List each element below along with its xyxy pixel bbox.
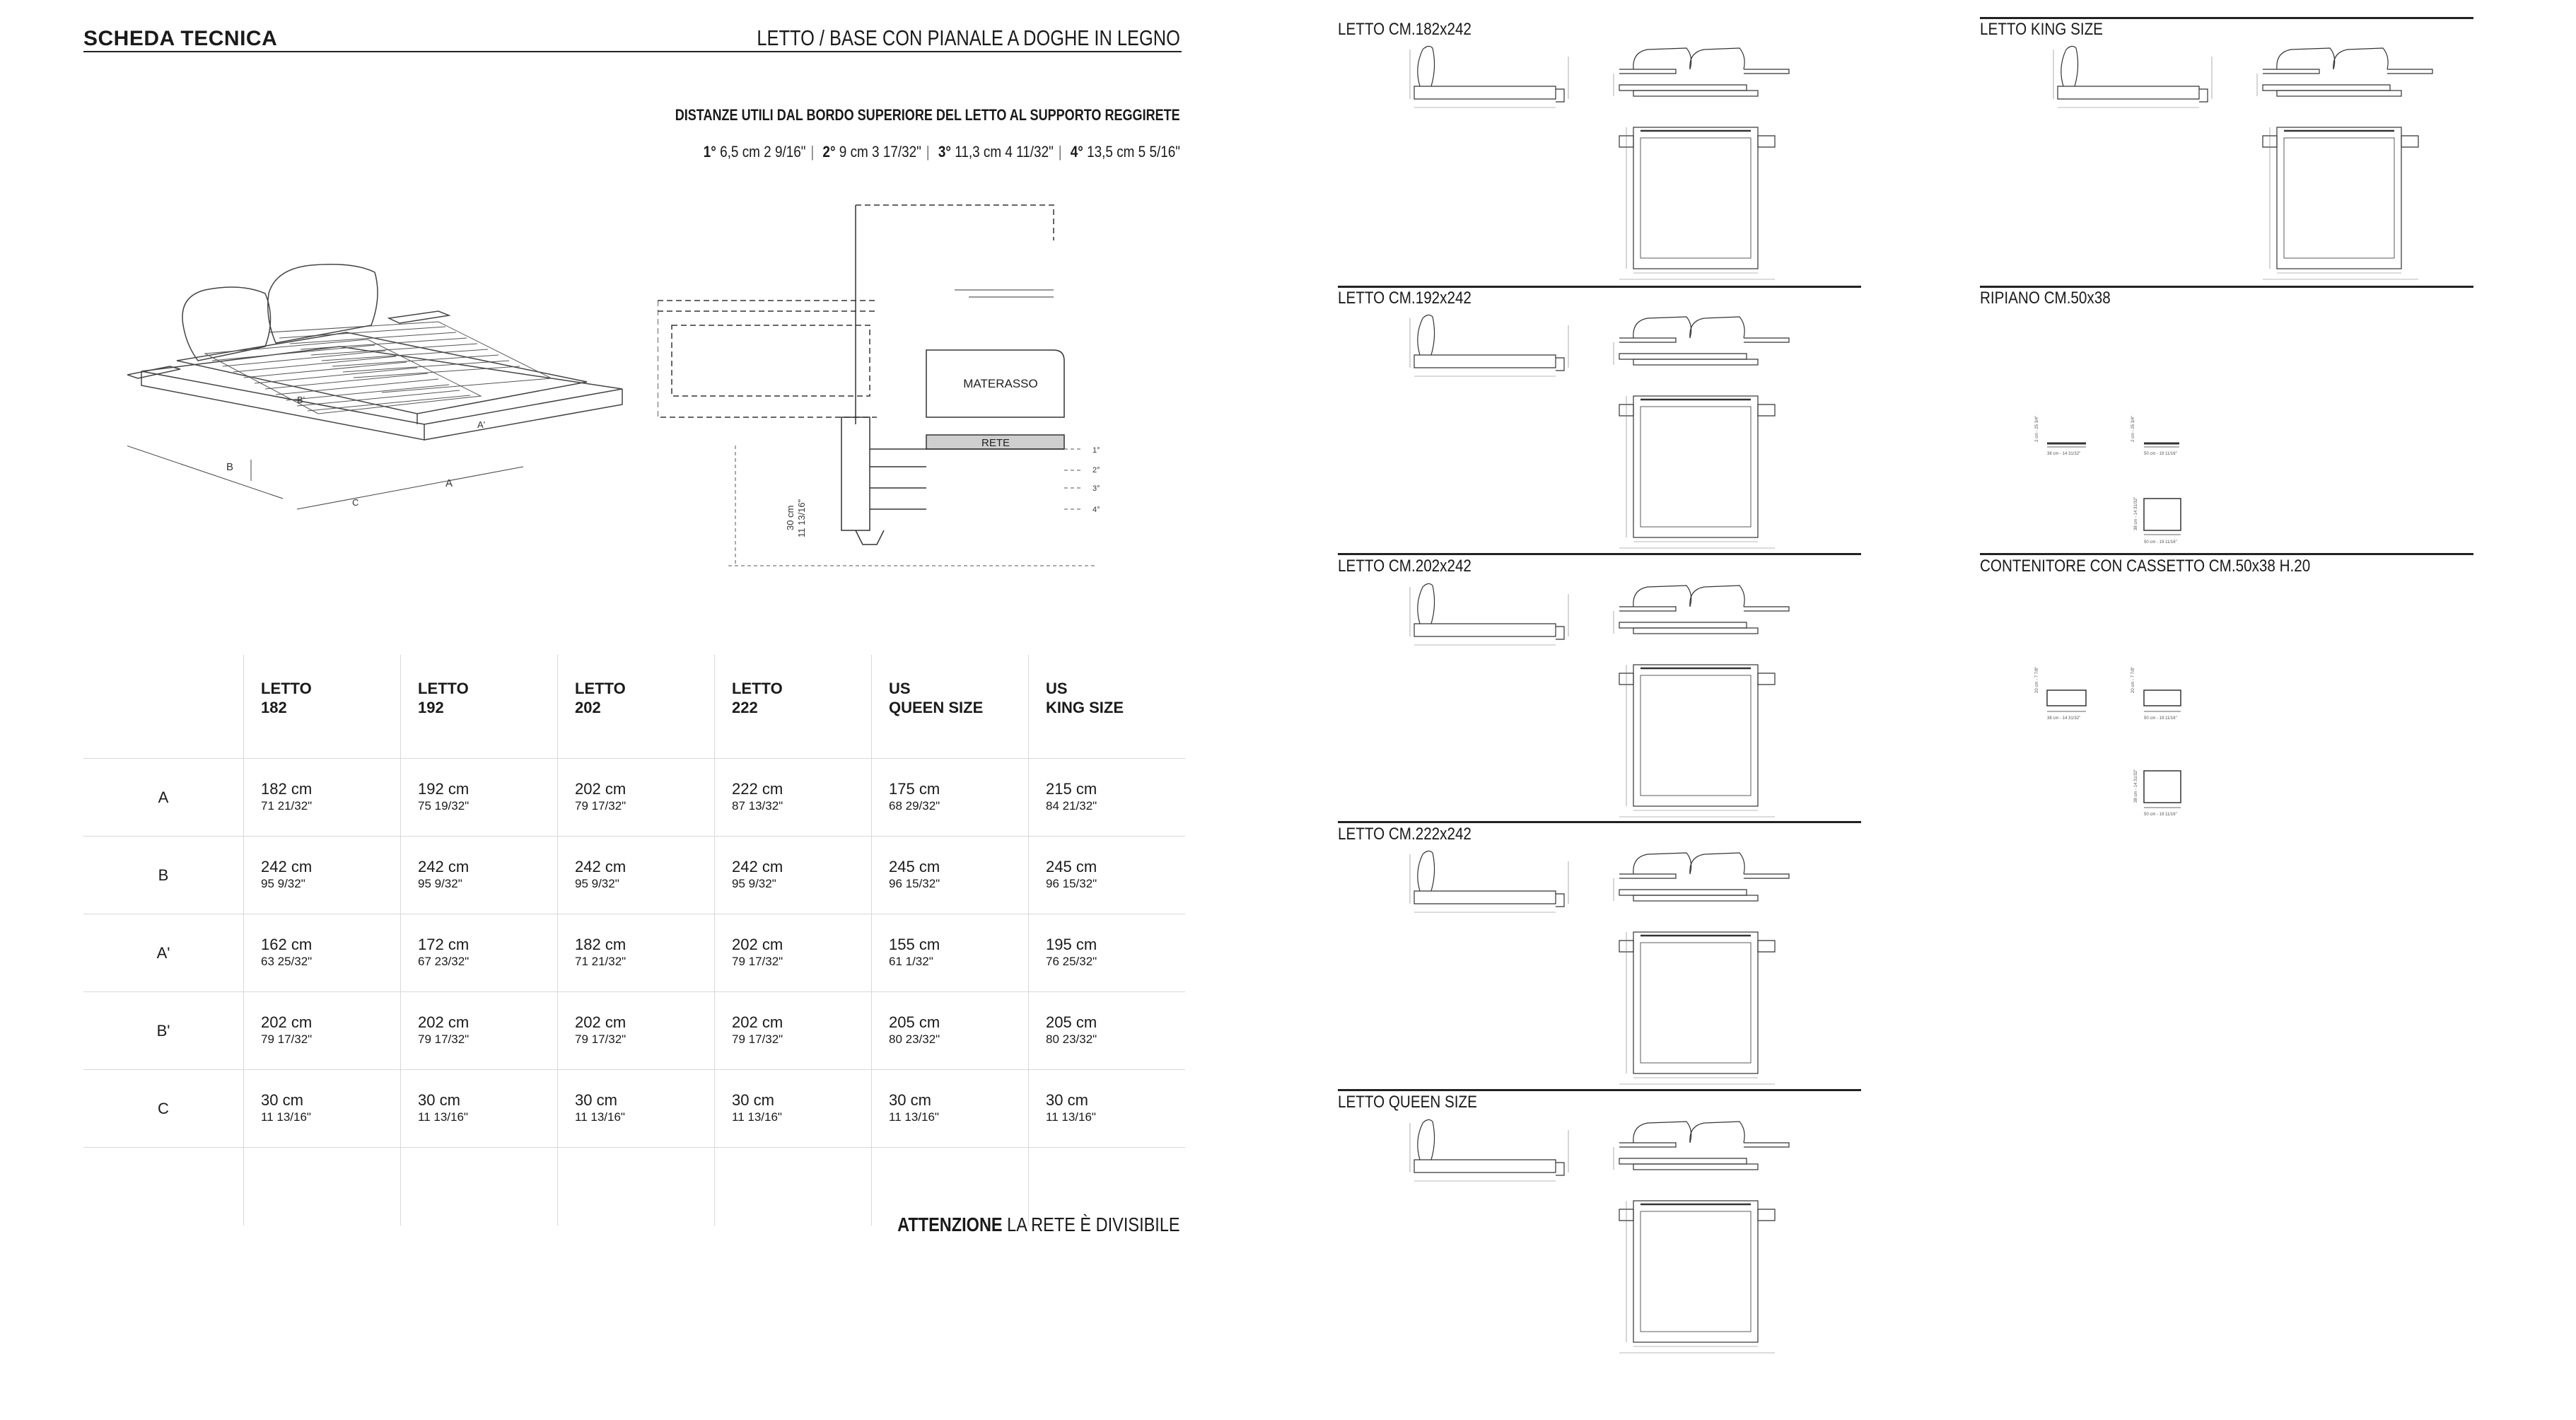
table-cell: 242 cm 95 9/32" [558,837,715,914]
table-row [83,914,1185,992]
header-rule [83,51,1182,52]
bed-drawing-222 [1407,833,1831,1088]
ripiano-width-label: 50 cm - 19 11/16" [2144,540,2177,545]
table-cell: 30 cm 11 13/16" [401,1070,558,1148]
table-cell: 192 cm 75 19/32" [401,759,558,837]
bed-drawing-182 [1407,28,1831,283]
distance-value: 13,5 cm 5 5/16" [1087,143,1180,161]
contenitore-height-label: 20 cm - 7 7/8" [2035,666,2039,693]
table-cell: 202 cm 79 17/32" [558,992,715,1070]
row-label: A [83,759,244,837]
section-title-192: LETTO CM.192x242 [1338,289,1471,308]
table-cell: 205 cm 80 23/32" [872,992,1029,1070]
row-label: A' [83,914,244,992]
table-cell: 242 cm 95 9/32" [715,837,872,914]
separator: | [926,143,930,161]
table-cell: 202 cm 79 17/32" [715,992,872,1070]
section-title-contenitore: CONTENITORE CON CASSETTO CM.50x38 H.20 [1980,557,2311,576]
column-header: US QUEEN SIZE [872,655,1029,759]
section-title-queen: LETTO QUEEN SIZE [1338,1093,1477,1112]
distances-values [704,143,1180,161]
distance-ord: 3° [938,143,951,161]
section-title-king: LETTO KING SIZE [1980,20,2103,39]
table-cell: 205 cm 80 23/32" [1029,992,1186,1070]
section-rule [1338,1089,1861,1091]
bed-drawing-queen [1407,1102,1831,1356]
table-cell: 30 cm 11 13/16" [715,1070,872,1148]
table-row [83,992,1185,1070]
table-cell: 202 cm 79 17/32" [558,759,715,837]
attention-note: ATTENZIONE LA RETE È DIVISIBILE [897,1214,1180,1235]
distance-ord: 4° [1070,143,1083,161]
table-cell: 215 cm 84 21/32" [1029,759,1186,837]
separator: | [810,143,815,161]
table-cell: 175 cm 68 29/32" [872,759,1029,837]
table-cell: 172 cm 67 23/32" [401,914,558,992]
dimension-label-a-prime: A' [477,419,486,430]
dimension-label-b: B [226,461,234,473]
section-rule [1338,286,1861,288]
section-rule [1338,821,1861,823]
table-cell: 182 cm 71 21/32" [558,914,715,992]
level-label: 4° [1092,506,1100,514]
ripiano-width-label: 38 cm - 14 31/32" [2047,452,2081,456]
level-label: 3° [1092,484,1100,493]
distances-title: DISTANZE UTILI DAL BORDO SUPERIORE DEL LETTO AL SUPPORTO REGGIRETE [675,106,1180,124]
section-rule [1980,553,2473,555]
ripiano-depth-label: 38 cm - 14 31/32" [2134,496,2138,530]
table-cell: 30 cm 11 13/16" [872,1070,1029,1148]
row-label: B [83,837,244,914]
height-label-cm: 30 cm [785,505,795,530]
section-rule [1980,286,2473,288]
row-label: C [83,1070,244,1148]
table-cell: 30 cm 11 13/16" [558,1070,715,1148]
table-cell: 222 cm 87 13/32" [715,759,872,837]
row-label: B' [83,992,244,1070]
contenitore-depth-label: 38 cm - 14 31/32" [2134,769,2138,803]
dimension-label-b-prime: B' [297,395,305,405]
section-title-182: LETTO CM.182x242 [1338,20,1471,39]
bed-section-drawing [658,198,1124,594]
empty-cell [83,1148,244,1226]
table-cell: 155 cm 61 1/32" [872,914,1029,992]
table-cell: 30 cm 11 13/16" [1029,1070,1186,1148]
empty-cell [244,1148,401,1226]
level-label: 1° [1092,446,1100,455]
bed-drawing-king [2051,28,2475,283]
table-row [83,1070,1185,1148]
table-header-row [83,655,1185,759]
column-header: US KING SIZE [1046,680,1124,716]
separator: | [1058,143,1062,161]
distance-ord: 1° [703,143,716,161]
distance-ord: 2° [822,143,836,161]
column-header: LETTO 222 [715,655,872,759]
table-cell: 162 cm 63 25/32" [244,914,401,992]
ripiano-drawing [2015,382,2227,552]
table-cell: 195 cm 76 25/32" [1029,914,1186,992]
table-cell: 245 cm 96 15/32" [872,837,1029,914]
bed-isometric-drawing [127,255,651,537]
bed-drawing-202 [1407,566,1831,820]
contenitore-width-label: 50 cm - 19 11/16" [2144,716,2177,721]
distance-value: 9 cm 3 17/32" [839,143,921,161]
distance-value: 11,3 cm 4 11/32" [955,143,1054,161]
column-header: LETTO 192 [401,655,558,759]
section-rule [1338,553,1861,555]
dimension-label-c: C [352,497,359,508]
page-subtitle: LETTO / BASE CON PIANALE A DOGHE IN LEGNO [757,25,1180,50]
table-cell: 202 cm 79 17/32" [244,992,401,1070]
table-cell: 245 cm 96 15/32" [1029,837,1186,914]
contenitore-width-label: 38 cm - 14 31/32" [2047,716,2081,721]
page-title: SCHEDA TECNICA [83,27,278,50]
section-title-222: LETTO CM.222x242 [1338,825,1471,844]
level-label: 2° [1092,466,1100,475]
table-cell: 202 cm 79 17/32" [401,992,558,1070]
table-cell: 242 cm 95 9/32" [244,837,401,914]
rete-label: RETE [981,437,1010,449]
table-row [83,759,1185,837]
section-title-202: LETTO CM.202x242 [1338,557,1471,576]
table-row [83,837,1185,914]
mattress-label: MATERASSO [963,377,1038,390]
empty-cell [558,1148,715,1226]
height-label-in: 11 13/16" [796,499,807,537]
contenitore-height-label: 20 cm - 7 7/8" [2131,666,2135,693]
table-cell: 182 cm 71 21/32" [244,759,401,837]
contenitore-width-label: 50 cm - 19 11/16" [2144,813,2177,817]
section-rule [1980,17,2473,19]
section-title-ripiano: RIPIANO CM.50x38 [1980,289,2111,308]
dimension-label-a: A [445,477,453,489]
dimensions-table [83,655,1185,1226]
empty-cell [715,1148,872,1226]
ripiano-width-label: 50 cm - 19 11/16" [2144,452,2177,456]
table-corner [83,655,244,759]
bed-drawing-192 [1407,297,1831,552]
table-cell: 202 cm 79 17/32" [715,914,872,992]
column-header: LETTO 202 [558,655,715,759]
table-cell: 30 cm 11 13/16" [244,1070,401,1148]
distance-value: 6,5 cm 2 9/16" [720,143,806,161]
ripiano-height-label: 2 cm - 25 3/4" [2131,415,2135,442]
ripiano-height-label: 2 cm - 25 3/4" [2035,415,2039,442]
column-header: LETTO 182 [244,655,401,759]
table-cell: 242 cm 95 9/32" [401,837,558,914]
empty-cell [401,1148,558,1226]
contenitore-drawing [2015,651,2227,820]
